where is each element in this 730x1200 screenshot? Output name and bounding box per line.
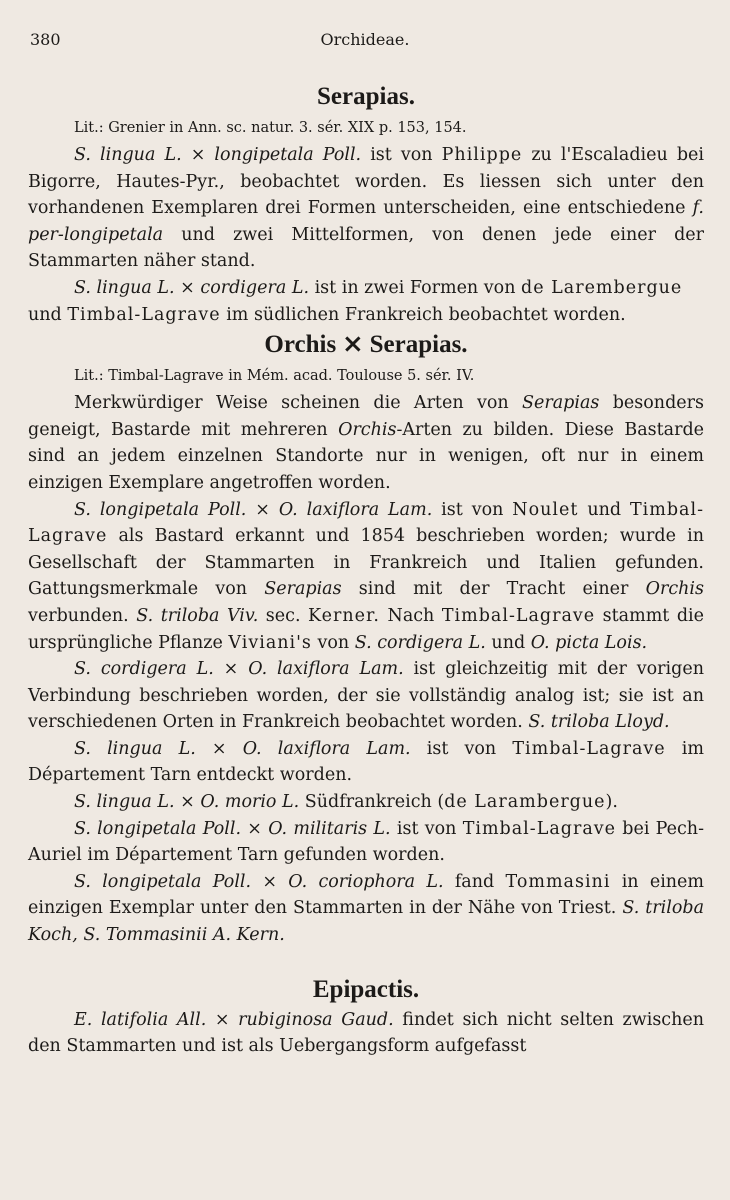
text-run: besonders geneigt, Bastarde mit mehreren — [28, 393, 704, 440]
italic-text: Orchis — [338, 419, 397, 440]
page-body — [28, 80, 704, 1060]
text-run: zu l'Escaladieu bei Bigorre, Hautes-Pyr., beobachtet worden. Es liessen sich unter den vorhandenen Exemplaren drei Formen unterscheiden, eine entschiedene — [28, 145, 704, 219]
italic-text: S. triloba Koch, S. Tommasinii A. Kern. — [28, 898, 704, 946]
italic-text: O. picta Lois. — [530, 632, 648, 653]
italic-text: S. longipetala Poll. ⨯ O. laxiflora Lam. — [74, 499, 433, 520]
italic-text: S. lingua L. ⨯ longipetala Poll. — [74, 145, 362, 165]
italic-text: S. cordigera L. — [354, 632, 486, 653]
section-title: Epipactis. — [312, 975, 420, 1003]
spaced-name: de Larembergue — [521, 277, 683, 298]
text-run: und — [485, 632, 531, 653]
text-run: und — [578, 499, 630, 520]
spaced-name: Kerner. — [308, 605, 380, 626]
section-title: Serapias. — [317, 83, 415, 110]
italic-text: S. triloba Lloyd. — [528, 712, 670, 733]
text-run: und — [28, 304, 68, 325]
paragraph — [28, 656, 704, 736]
spaced-name: Timbal-Lagrave — [512, 738, 666, 759]
text-run: Südfrankreich ( — [299, 792, 445, 813]
text-run: Nach — [380, 605, 442, 626]
text-run: ist in zwei Formen von — [309, 277, 522, 298]
page-number: 380 — [30, 30, 61, 49]
text-run: sec. — [258, 605, 309, 626]
page-header — [30, 30, 700, 54]
italic-text: Orchis — [645, 579, 704, 600]
text-run: in einem einzigen Exemplar unter den Stammarten in der Nähe von Triest. — [28, 871, 705, 919]
text-run: von — [311, 632, 355, 653]
spaced-name: Timbal-Lagrave — [67, 304, 221, 325]
text-run: im südlichen Frankreich beobachtet worden. — [220, 304, 626, 325]
text-run: verbunden. — [28, 605, 137, 626]
text-run: ist von — [410, 738, 513, 759]
italic-text: Serapias — [522, 393, 600, 414]
text-run: -Arten zu bilden. Diese Bastarde sind an jedem einzelnen Standorte nur in wenigen, oft nur in einem einzigen Exemplare angetroffen worden. — [28, 419, 704, 493]
text-run: ). — [605, 792, 618, 813]
text-run: im Département Tarn entdeckt worden. — [28, 738, 704, 786]
section-title: Orchis ⨯ Serapias. — [264, 331, 468, 359]
spaced-name: Philippe — [441, 145, 523, 165]
italic-text: S. longipetala Poll. ⨯ O. coriophora L. — [74, 871, 444, 892]
paragraph — [28, 789, 704, 816]
italic-text: S. lingua L. ⨯ cordigera L. — [74, 277, 310, 298]
italic-text: E. latifolia All. ⨯ rubiginosa Gaud. — [74, 1009, 394, 1030]
paragraph — [28, 869, 704, 949]
text-run: ist von — [432, 499, 513, 520]
spaced-name: Noulet — [512, 499, 579, 520]
italic-text: S. longipetala Poll. ⨯ O. militaris L. — [74, 818, 391, 839]
text-run: stammt die ursprüngliche Pflanze — [28, 605, 705, 653]
running-title: Orchideae. — [320, 30, 410, 49]
text-run: fand — [443, 871, 506, 892]
text-run: als Bastard erkannt und 1854 beschrieben worden; wurde in Gesellschaft der Stammarten in Frankreich und Italien gefunden. Gattungsmerkmale von — [28, 526, 704, 600]
italic-text: Serapias — [264, 579, 342, 600]
italic-text: f. per-longipetala — [28, 198, 704, 245]
italic-text: S. lingua L. ⨯ O. laxiflora Lam. — [74, 738, 411, 759]
spaced-name: Viviani's — [228, 632, 312, 653]
text-run: sind mit der Tracht einer — [341, 579, 646, 600]
literature-reference: Lit.: Timbal-Lagrave in Mém. acad. Toulouse 5. sér. IV. — [74, 368, 475, 385]
italic-text: S. lingua L. ⨯ O. morio L. — [74, 792, 300, 813]
paragraph — [28, 497, 704, 657]
italic-text: S. cordigera L. ⨯ O. laxiflora Lam. — [74, 659, 404, 680]
paragraph — [28, 390, 704, 496]
text-run: und zwei Mittelformen, von denen jede einer der Stammarten näher stand. — [28, 224, 704, 272]
spaced-name: Timbal-Lagrave — [441, 605, 596, 626]
paragraph — [28, 1007, 704, 1060]
text-run: Merkwürdiger Weise scheinen die Arten von — [74, 393, 523, 414]
spaced-name: de Larambergue — [444, 792, 606, 813]
text-run: ist von — [390, 818, 463, 839]
paragraph — [28, 275, 704, 328]
text-run: ist gleichzeitig mit der vorigen Verbindung beschrieben worden, der sie vollständig analog ist; sie ist an verschiedenen Orten in Frankreich beobachtet worden. — [28, 659, 704, 733]
paragraph — [28, 142, 704, 275]
spaced-name: Tommasini — [505, 871, 611, 892]
text-run: findet sich nicht selten zwischen den Stammarten und ist als Uebergangsform aufgefasst — [28, 1009, 704, 1057]
italic-text: S. triloba Viv. — [136, 605, 259, 626]
paragraph — [28, 736, 704, 789]
paragraph — [28, 816, 704, 869]
literature-reference: Lit.: Grenier in Ann. sc. natur. 3. sér. XIX p. 153, 154. — [74, 120, 467, 136]
spaced-name: Timbal-Lagrave — [28, 499, 704, 547]
text-run: bei Pech-Auriel im Département Tarn gefunden worden. — [28, 818, 704, 866]
text-run: ist von — [361, 145, 442, 165]
spaced-name: Timbal-Lagrave — [462, 818, 616, 839]
